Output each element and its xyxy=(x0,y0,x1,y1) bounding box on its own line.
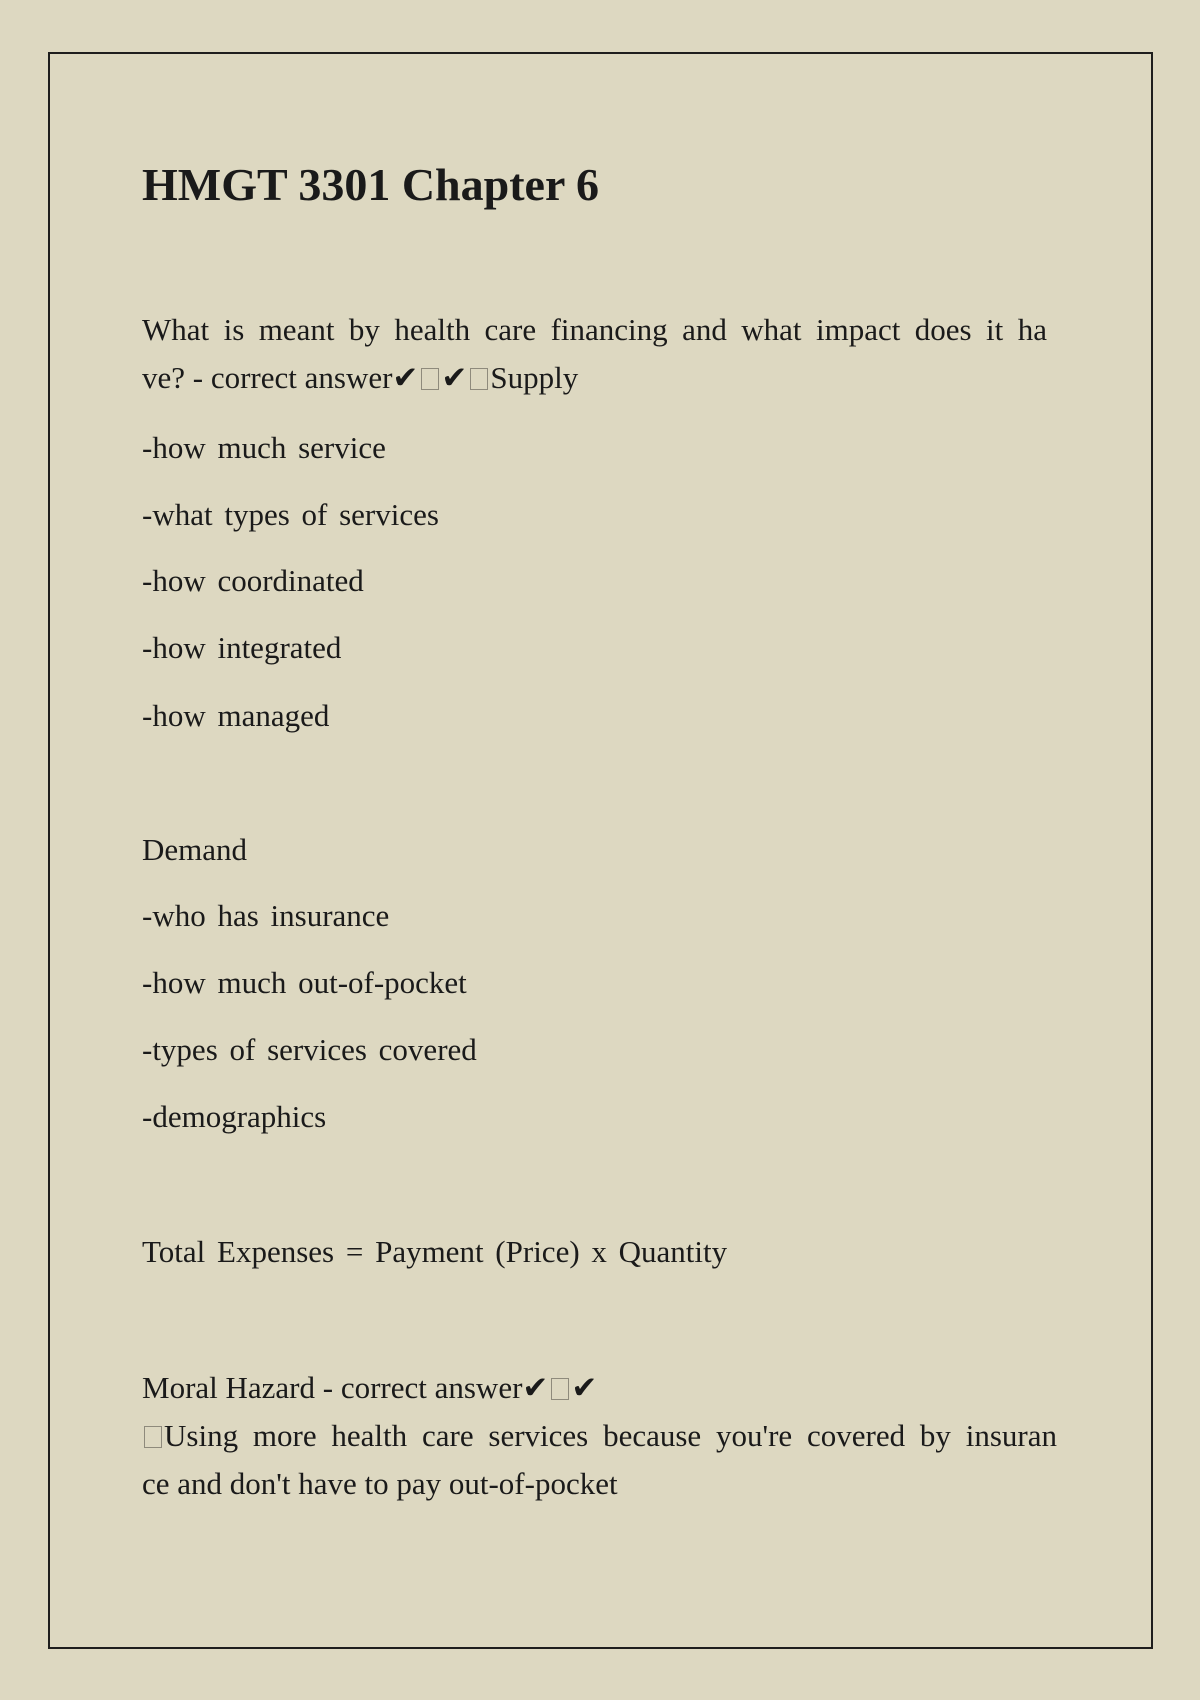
total-expenses-formula: Total Expenses = Payment (Price) x Quantity xyxy=(142,1234,728,1269)
demand-item: -how much out-of-pocket xyxy=(142,965,467,1000)
question-2-definition-part-1: Using more health care services because you're covered by insuran xyxy=(164,1418,1057,1453)
demand-item: -who has insurance xyxy=(142,898,390,933)
supply-item: -how coordinated xyxy=(142,563,364,598)
demand-heading: Demand xyxy=(142,832,248,867)
question-2-line-3: ce and don't have to pay out-of-pocket xyxy=(142,1466,618,1501)
supply-item: -how managed xyxy=(142,698,330,733)
demand-item: -demographics xyxy=(142,1099,327,1134)
demand-item: -types of services covered xyxy=(142,1032,477,1067)
check-mark-icon: ✔ xyxy=(571,1370,599,1405)
question-1 xyxy=(142,306,1047,402)
check-mark-icon: ✔ xyxy=(522,1370,550,1405)
question-2-term-label: Moral Hazard - correct answer xyxy=(142,1370,523,1405)
check-mark-icon: ✔ xyxy=(441,360,469,395)
question-1-answer-text: Supply xyxy=(490,360,579,395)
missing-glyph-icon xyxy=(144,1426,162,1448)
missing-glyph-icon xyxy=(551,1378,569,1400)
question-2-line-1 xyxy=(142,1364,1057,1412)
question-1-line-1: What is meant by health care financing and what impact does it ha xyxy=(142,312,1047,347)
supply-item: -how integrated xyxy=(142,630,342,665)
check-mark-icon: ✔ xyxy=(392,360,420,395)
supply-item: -what types of services xyxy=(142,497,439,532)
question-1-answer-label: ve? - correct answer xyxy=(142,360,393,395)
document-title: HMGT 3301 Chapter 6 xyxy=(142,159,600,210)
supply-item: -how much service xyxy=(142,430,386,465)
missing-glyph-icon xyxy=(470,368,488,390)
question-1-line-2 xyxy=(142,354,1047,402)
missing-glyph-icon xyxy=(421,368,439,390)
question-2 xyxy=(142,1364,1057,1508)
question-2-line-2 xyxy=(142,1412,1057,1460)
